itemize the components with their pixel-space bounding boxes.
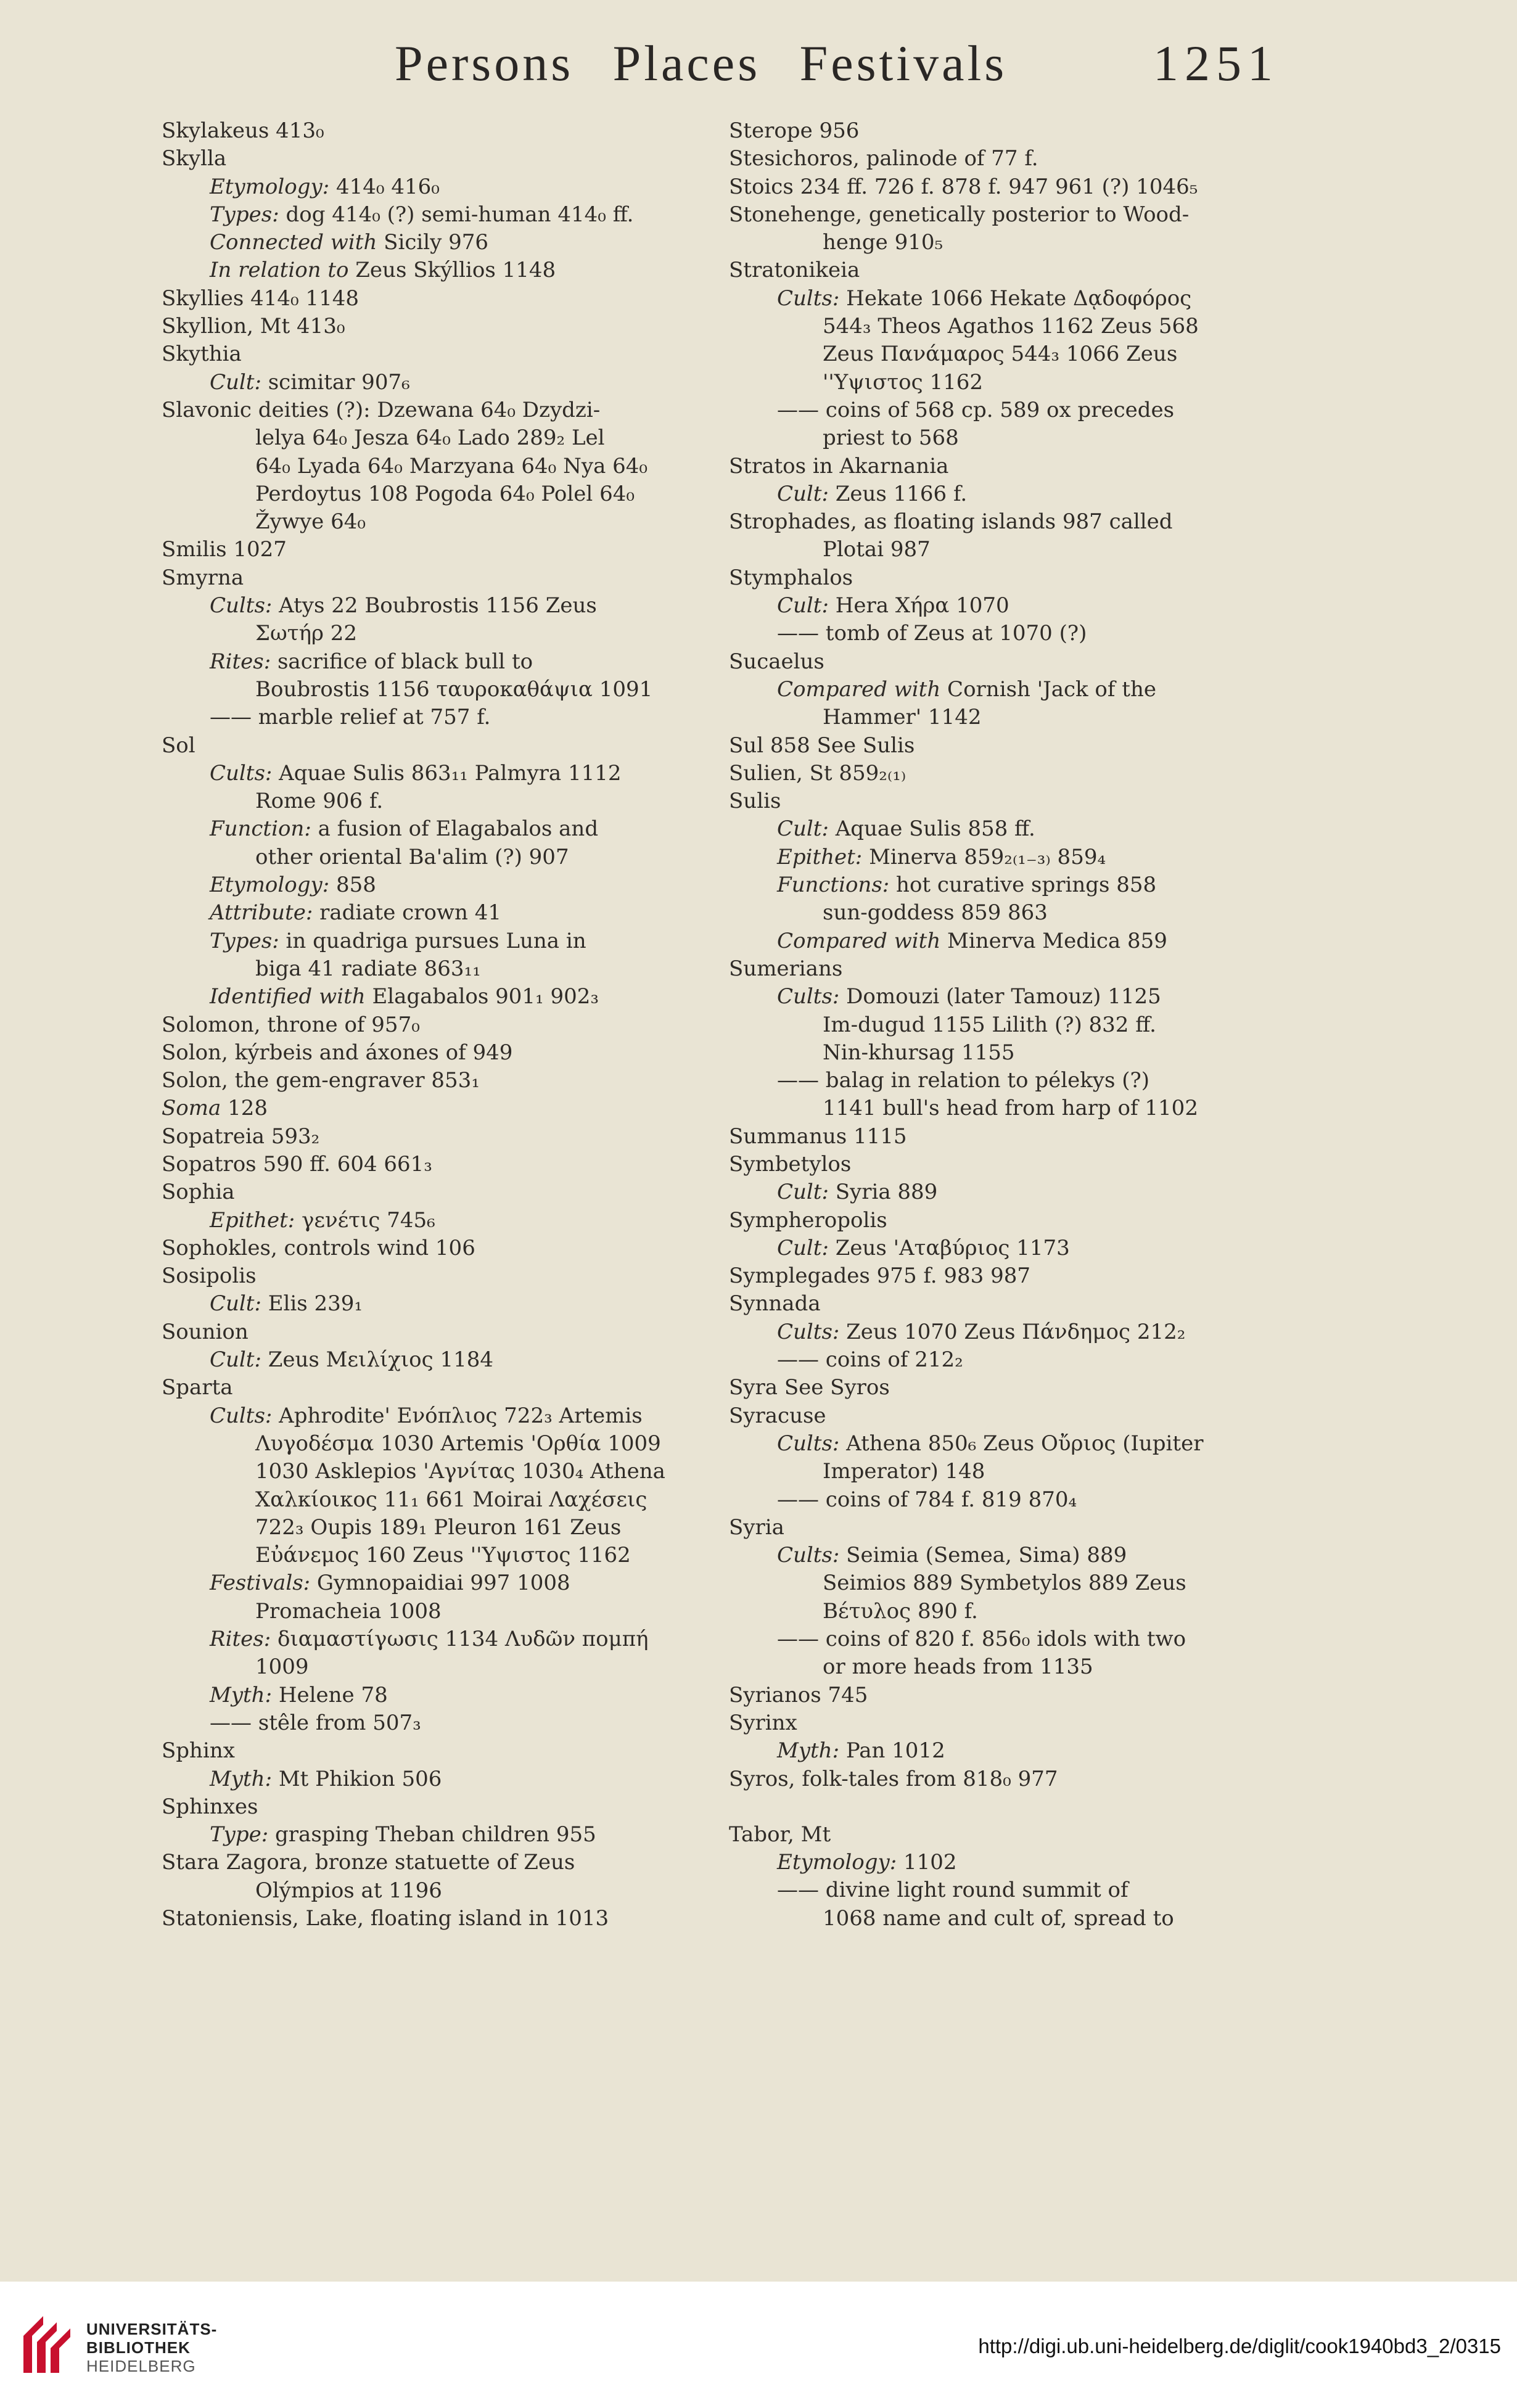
index-entry-line: Sounion (162, 1319, 249, 1344)
index-entry-line: Solon, kýrbeis and áxones of 949 (162, 1040, 513, 1065)
index-entry-line: Sosipolis (162, 1264, 257, 1289)
index-entry-line: 64₀ Lyada 64₀ Marzyana 64₀ Nya 64₀ (255, 453, 648, 479)
index-entry-line: sun-goddess 859 863 (823, 900, 1048, 926)
index-entry-line: —— coins of 784 f. 819 870₄ (777, 1487, 1077, 1512)
index-entry-line: —— coins of 820 f. 856₀ idols with two (777, 1627, 1186, 1652)
index-entry-line: or more heads from 1135 (823, 1654, 1093, 1680)
index-entry-line: Promacheia 1008 (255, 1598, 442, 1624)
index-entry-line: Symplegades 975 f. 983 987 (729, 1264, 1030, 1289)
index-entry-line: Cult: Hera Χήρα 1070 (777, 593, 1009, 618)
index-entry-line: Cult: Aquae Sulis 858 ff. (777, 816, 1035, 842)
index-entry-line: Sulis (729, 789, 781, 814)
index-entry-line: Skythia (162, 342, 242, 367)
index-entry-line: Festivals: Gymnopaidiai 997 1008 (210, 1571, 570, 1596)
index-entry-line: Cults: Atys 22 Boubrostis 1156 Zeus (210, 593, 597, 618)
index-entry-line: Stratonikeia (729, 258, 860, 283)
index-column-left (162, 117, 717, 1933)
index-entry-line: Epithet: γενέτις 745₆ (210, 1207, 435, 1233)
source-url[interactable]: http://digi.ub.uni-heidelberg.de/diglit/cook1940bd3_2/0315 (978, 2335, 1501, 2357)
index-entry-line: Etymology: 414₀ 416₀ (210, 174, 440, 199)
index-entry-line: —— marble relief at 757 f. (210, 705, 491, 730)
index-entry-line: Sophia (162, 1180, 235, 1205)
index-entry-line: —— coins of 212₂ (777, 1347, 963, 1373)
index-entry-line: Etymology: 1102 (777, 1850, 957, 1875)
index-entry-line: Cults: Zeus 1070 Zeus Πάνδημος 212₂ (777, 1319, 1186, 1344)
index-entry-line: Syria (729, 1514, 784, 1540)
index-entry-line: Plotai 987 (823, 537, 931, 562)
index-entry-line: Imperator) 148 (823, 1459, 985, 1484)
index-entry-line: Olýmpios at 1196 (255, 1878, 442, 1903)
index-entry-line: Cults: Seimia (Semea, Sima) 889 (777, 1543, 1127, 1568)
index-entry-line: Nin-khursag 1155 (823, 1040, 1015, 1065)
index-entry-line: Smilis 1027 (162, 537, 287, 562)
index-entry-line: Cult: Zeus Μειλίχιος 1184 (210, 1347, 494, 1373)
index-entry-line: Skylakeus 413₀ (162, 118, 324, 143)
index-entry-line: —— tomb of Zeus at 1070 (?) (777, 621, 1087, 646)
index-entry-line: Stesichoros, palinode of 77 f. (729, 146, 1038, 171)
index-entry-line: In relation to Zeus Skýllios 1148 (210, 258, 556, 283)
index-entry-line: —— coins of 568 cp. 589 ox precedes (777, 397, 1175, 422)
index-entry-line: 1030 Asklepios 'Αγνίτας 1030₄ Athena (255, 1459, 665, 1484)
index-entry-line: Βέτυλος 890 f. (823, 1598, 978, 1624)
index-entry-line: Cults: Aquae Sulis 863₁₁ Palmyra 1112 (210, 760, 622, 786)
index-entry-line: Synnada (729, 1291, 821, 1317)
library-name (86, 2320, 217, 2375)
index-entry-line (729, 1793, 1296, 1821)
index-entry-line: —— divine light round summit of (777, 1878, 1128, 1903)
index-entry-line: Type: grasping Theban children 955 (210, 1822, 596, 1847)
index-entry-line: Sterope 956 (729, 118, 860, 143)
index-entry-line: Function: a fusion of Elagabalos and (210, 816, 599, 842)
index-entry-line: Seimios 889 Symbetylos 889 Zeus (823, 1571, 1186, 1596)
index-entry-line: biga 41 radiate 863₁₁ (255, 956, 481, 981)
index-entry-line: Types: dog 414₀ (?) semi-human 414₀ ff. (210, 202, 634, 227)
index-entry-line: Myth: Mt Phikion 506 (210, 1766, 442, 1791)
index-entry-line: Cult: Syria 889 (777, 1180, 938, 1205)
index-entry-line: Compared with Minerva Medica 859 (777, 928, 1167, 953)
index-entry-line: Sol (162, 733, 195, 758)
index-entry-line: Σωτήρ 22 (255, 621, 358, 646)
library-name-line1: UNIVERSITÄTS- (86, 2320, 218, 2338)
index-entry-line: Sumerians (729, 956, 843, 981)
index-entry-line: Tabor, Mt (729, 1822, 831, 1847)
index-entry-line: Zeus Πανάμαρος 544₃ 1066 Zeus (823, 342, 1178, 367)
index-entry-line: 722₃ Oupis 189₁ Pleuron 161 Zeus (255, 1514, 622, 1540)
index-entry-line: Strophades, as floating islands 987 called (729, 509, 1173, 535)
index-entry-line: Types: in quadriga pursues Luna in (210, 928, 586, 953)
index-entry-line: Cult: Zeus 1166 f. (777, 481, 968, 506)
index-entry-line: Sphinxes (162, 1794, 258, 1819)
index-entry-line: Syrinx (729, 1710, 797, 1735)
index-entry-line: Syracuse (729, 1403, 826, 1428)
index-entry-line: Sparta (162, 1375, 233, 1400)
index-entry-line: priest to 568 (823, 425, 959, 451)
index-entry-line: Hammer' 1142 (823, 705, 982, 730)
index-entry-line: Žywye 64₀ (255, 509, 366, 535)
index-entry-line: Sul 858 See Sulis (729, 733, 915, 758)
index-entry-line: Compared with Cornish 'Jack of the (777, 676, 1156, 702)
index-entry-line: Etymology: 858 (210, 873, 376, 898)
index-entry-line: Epithet: Minerva 859₂₍₁₋₃₎ 859₄ (777, 844, 1106, 869)
index-entry-line: Sphinx (162, 1738, 235, 1764)
index-entry-line: Syrianos 745 (729, 1682, 868, 1707)
index-entry-line: Myth: Pan 1012 (777, 1738, 945, 1764)
page-title: Persons Places Festivals (395, 35, 1008, 91)
index-entry-line: Boubrostis 1156 ταυροκαθάψια 1091 (255, 676, 653, 702)
index-entry-line: Im-dugud 1155 Lilith (?) 832 ff. (823, 1012, 1156, 1037)
index-entry-line: Cult: Zeus 'Αταβύριος 1173 (777, 1235, 1070, 1260)
index-entry-line: Slavonic deities (?): Dzewana 64₀ Dzydzi- (162, 397, 601, 422)
index-entry-line: Sympheropolis (729, 1207, 887, 1233)
index-entry-line: Cults: Hekate 1066 Hekate Δᾳδοφόρος (777, 286, 1192, 311)
index-entry-line: Skyllies 414₀ 1148 (162, 286, 359, 311)
index-entry-line: 1141 bull's head from harp of 1102 (823, 1096, 1198, 1121)
index-entry-line: Symbetylos (729, 1151, 852, 1177)
index-entry-line: Χαλκίοικος 11₁ 661 Moirai Λαχέσεις (255, 1487, 648, 1512)
index-entry-line: Stoics 234 ff. 726 f. 878 f. 947 961 (?) 1046₅ (729, 174, 1198, 199)
index-entry-line: Cult: Elis 239₁ (210, 1291, 363, 1317)
index-entry-line: Λυγοδέσμα 1030 Artemis 'Ορθία 1009 (255, 1431, 661, 1456)
index-entry-line: Skylla (162, 146, 227, 171)
index-entry-line: Solon, the gem-engraver 853₁ (162, 1068, 480, 1093)
index-entry-line: Cults: Aphrodite' Ενόπλιος 722₃ Artemis (210, 1403, 643, 1428)
index-entry-line: lelya 64₀ Jesza 64₀ Lado 289₂ Lel (255, 425, 605, 451)
viewer-footer (0, 2282, 1517, 2408)
index-entry-line: Smyrna (162, 565, 244, 590)
index-entry-line: Εὐάνεμος 160 Zeus ''Υψιστος 1162 (255, 1543, 631, 1568)
index-entry-line: henge 910₅ (823, 230, 944, 255)
index-entry-line: —— balag in relation to pélekys (?) (777, 1068, 1150, 1093)
index-entry-line: Summanus 1115 (729, 1124, 907, 1149)
index-entry-line: ''Υψιστος 1162 (823, 369, 983, 395)
index-entry-line: Syra See Syros (729, 1375, 890, 1400)
index-entry-line: Rites: sacrifice of black bull to (210, 649, 533, 674)
index-entry-line: Sopatros 590 ff. 604 661₃ (162, 1151, 432, 1177)
library-logo-icon (18, 2311, 74, 2379)
index-entry-line: Identified with Elagabalos 901₁ 902₃ (210, 984, 599, 1009)
index-entry-line: Solomon, throne of 957₀ (162, 1012, 420, 1037)
index-entry-line: —— stêle from 507₃ (210, 1710, 421, 1735)
library-name-line3: HEIDELBERG (86, 2357, 196, 2375)
index-entry-line: Sucaelus (729, 649, 824, 674)
index-entry-line: Sopatreia 593₂ (162, 1124, 320, 1149)
index-entry-line: Stratos in Akarnania (729, 453, 949, 479)
index-entry-line: Myth: Helene 78 (210, 1682, 388, 1707)
index-entry-line: 1009 (255, 1654, 309, 1680)
index-entry-line: Statoniensis, Lake, floating island in 1013 (162, 1906, 609, 1931)
index-entry-line: Cults: Domouzi (later Tamouz) 1125 (777, 984, 1161, 1009)
library-name-line2: BIBLIOTHEK (86, 2338, 191, 2357)
page-number: 1251 (1153, 35, 1279, 91)
index-entry-line: Stymphalos (729, 565, 853, 590)
index-entry-line: 544₃ Theos Agathos 1162 Zeus 568 (823, 314, 1199, 339)
index-entry-line: other oriental Ba'alim (?) 907 (255, 844, 569, 869)
index-entry-line: Connected with Sicily 976 (210, 230, 489, 255)
index-entry-line: Sulien, St 859₂₍₁₎ (729, 760, 906, 786)
index-entry-line: Sophokles, controls wind 106 (162, 1235, 475, 1260)
index-entry-line: Syros, folk-tales from 818₀ 977 (729, 1766, 1058, 1791)
index-entry-line: Functions: hot curative springs 858 (777, 873, 1157, 898)
index-entry-line: Perdoytus 108 Pogoda 64₀ Polel 64₀ (255, 481, 635, 506)
index-entry-line: Skyllion, Mt 413₀ (162, 314, 345, 339)
index-entry-line: Soma 128 (162, 1096, 268, 1121)
index-entry-line: Stara Zagora, bronze statuette of Zeus (162, 1850, 575, 1875)
running-head (0, 23, 1517, 91)
index-entry-line: Rites: διαμαστίγωσις 1134 Λυδῶν πομπή (210, 1627, 649, 1652)
index-entry-line: Cult: scimitar 907₆ (210, 369, 410, 395)
index-entry-line: Attribute: radiate crown 41 (210, 900, 501, 926)
index-entry-line: Stonehenge, genetically posterior to Wood- (729, 202, 1190, 227)
index-column-right (729, 117, 1296, 1933)
index-entry-line: Rome 906 f. (255, 789, 384, 814)
index-entry-line: 1068 name and cult of, spread to (823, 1905, 1174, 1931)
index-entry-line: Cults: Athena 850₆ Zeus Οὔριος (Iupiter (777, 1431, 1204, 1456)
